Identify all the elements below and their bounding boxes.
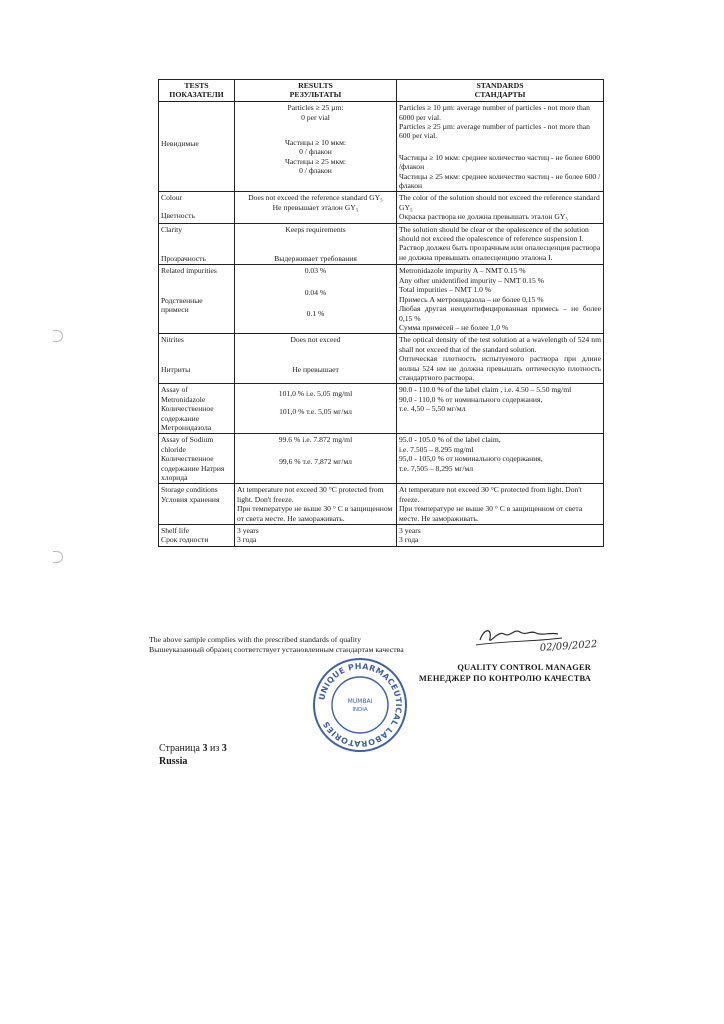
company-seal [310, 655, 410, 755]
test-standard: 90.0 - 110.0 % of the label claim , i.e. 4.50 – 5.50 mg/ml 90,0 - 110,0 % от номинального содержания, т.е. 4,50 – 5,50 мг/мл [397, 384, 604, 434]
seal-city: MUMBAI [347, 698, 373, 705]
conclusion-en: The above sample complies with the prescribed standards of quality [149, 635, 361, 644]
test-standard: The color of the solution should not exceed the reference standard GY₅ Окраска раствора не должна превышать эталон GY₅ [397, 192, 604, 223]
test-name: Related impurities Родственные примеси [159, 265, 235, 334]
test-standard: 95.0 - 105.0 % of the label claim, i.e. 7.505 – 8.295 mg/ml 95,0 - 105,0 % от номинального содержания, т.е. 7,505 – 8,295 мг/мл [397, 434, 604, 484]
conclusion-statement [149, 635, 404, 655]
test-standard: At temperature not exceed 30 °C protected from light. Don't freeze. При температуре не выше 30 ° С в защищенном от света месте. Не замораживать. [397, 484, 604, 525]
page-footer [159, 742, 227, 768]
test-name: Невидимые [159, 102, 235, 192]
test-result: 101,0 % i.e. 5,05 mg/ml 101,0 % т.е. 5,05 мг/мл [235, 384, 397, 434]
conclusion-ru: Вышеуказанный образец соответствует установленным стандартам качества [149, 645, 404, 654]
manager-title-ru: МЕНЕДЖЕР ПО КОНТРОЛЮ КАЧЕСТВА [418, 674, 591, 683]
test-result: Does not exceed the reference standard GY₅ Не превышает эталон GY₅ [235, 192, 397, 223]
test-result: Particles ≥ 25 µm: 0 per vial Частицы ≥ 10 мкм: 0 / флакон Частицы ≥ 25 мкм: 0 / флакон [235, 102, 397, 192]
signature-date: 02/09/2022 [539, 638, 598, 654]
header-results: RESULTS РЕЗУЛЬТАТЫ [235, 80, 397, 102]
test-result: Does not exceed Не превышает [235, 334, 397, 384]
test-standard: The solution should be clear or the opalescence of the solution should not exceed the opalescence of reference suspension I. Раствор должен быть прозрачным или опалесценция раствора не должна превышать опалесценцию эталона I. [397, 223, 604, 265]
manager-title-en: QUALITY CONTROL MANAGER [457, 663, 591, 672]
seal-country: INDIA [352, 707, 368, 713]
punch-hole [53, 551, 63, 563]
test-name: Storage conditions Условия хранения [159, 484, 235, 525]
test-standard: 3 years 3 года [397, 525, 604, 547]
table-row [159, 434, 604, 484]
test-name: Assay of Sodium chloride Количественное содержание Натрия хлорида [159, 434, 235, 484]
header-standards: STANDARDS СТАНДАРТЫ [397, 80, 604, 102]
page-number: Страница 3 из 3 [159, 743, 227, 754]
quality-control-manager [405, 662, 591, 684]
test-result: 99.6 % i.e. 7.872 mg/ml 99,6 % т.е. 7,872 мг/мл [235, 434, 397, 484]
header-tests: TESTS ПОКАЗАТЕЛИ [159, 80, 235, 102]
table-row [159, 265, 604, 334]
table-row [159, 484, 604, 525]
test-name: Nitrites Нитриты [159, 334, 235, 384]
test-name: Clarity Прозрачность [159, 223, 235, 265]
test-standard: Metronidazole impurity A – NMT 0.15 % Any other unidentified impurity – NMT 0.15 % Total impurities – NMT 1.0 % Примесь А метронидазола – не более 0,15 % Любая другая неидентифицированная примесь – не более 0,15 % Сумма примесей – не более 1,0 % [397, 265, 604, 334]
table-row [159, 223, 604, 265]
test-result: 0.03 % 0.04 % 0.1 % [235, 265, 397, 334]
table-row [159, 192, 604, 223]
svg-text:UNIQUE PHARMACEUTICAL LABORATO: UNIQUE PHARMACEUTICAL LABORATORIES [317, 661, 404, 749]
punch-hole [53, 330, 63, 342]
test-result: Keeps requirements Выдерживает требования [235, 223, 397, 265]
specification-table [158, 79, 604, 547]
table-row [159, 102, 604, 192]
table-row [159, 384, 604, 434]
signature [470, 618, 600, 658]
test-name: Shelf life Срок годности [159, 525, 235, 547]
test-standard: The optical density of the test solution at a wavelength of 524 nm shall not exceed that of the standard solution. Оптическая плотность испытуемого раствора при длине волны 524 нм не должна превышать оптическую плотность стандартного раствора. [397, 334, 604, 384]
table-header-row [159, 80, 604, 102]
test-standard: Particles ≥ 10 µm: average number of particles - not more than 6000 per vial. Particles ≥ 25 µm: average number of particles - not more than 600 per vial. Частицы ≥ 10 мкм: среднее количество частиц - не более 6000 /флакон Частицы ≥ 25 мкм: среднее количество частиц - не более 600 /флакон [397, 102, 604, 192]
country-label: Russia [159, 756, 188, 767]
test-name: Colour Цветность [159, 192, 235, 223]
test-result: At temperature not exceed 30 °C protected from light. Don't freeze. При температуре не выше 30 ° С в защищенном от света месте. Не замораживать. [235, 484, 397, 525]
table-row [159, 334, 604, 384]
test-result: 3 years 3 года [235, 525, 397, 547]
test-name: Assay of Metronidazole Количественное содержание Метронидазола [159, 384, 235, 434]
table-row [159, 525, 604, 547]
